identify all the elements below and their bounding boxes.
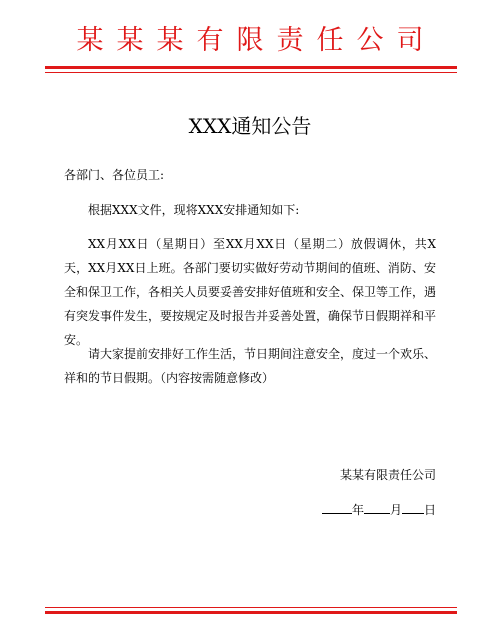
day-label: 日 <box>423 503 436 517</box>
month-label: 月 <box>389 503 402 517</box>
company-name-header: 某某某有限责任公司 <box>76 25 437 56</box>
header-divider-thick <box>45 66 457 69</box>
footer-divider-thick <box>45 611 457 614</box>
month-blank <box>364 500 390 514</box>
paragraph-schedule: XX月XX日（星期日）至XX月XX日（星期二）放假调休，共X天，XX月XX日上班。各部门要切实做好劳动节期间的值班、消防、安全和保卫工作，各相关人员要妥善安排好值班和安全、保卫等工作，遇有突发事件发生，要按规定及时报告并妥善处置，确保节日假期祥和平安。 <box>64 237 437 347</box>
paragraph-intro: 根据XXX文件，现将XXX安排通知如下: <box>88 203 300 217</box>
salutation: 各部门、各位员工: <box>64 168 165 182</box>
year-label: 年 <box>351 503 364 517</box>
date-line <box>322 500 436 519</box>
day-blank <box>402 500 424 514</box>
notice-title: XXX通知公告 <box>188 114 312 138</box>
footer-divider-thin <box>45 607 457 608</box>
paragraph-closing: 请大家提前安排好工作生活，节日期间注意安全，度过一个欢乐、祥和的节日假期。（内容按需随意修改） <box>64 347 437 385</box>
year-blank <box>322 500 352 514</box>
signature-company: 某某有限责任公司 <box>339 468 436 482</box>
header-divider-thin <box>45 72 457 73</box>
